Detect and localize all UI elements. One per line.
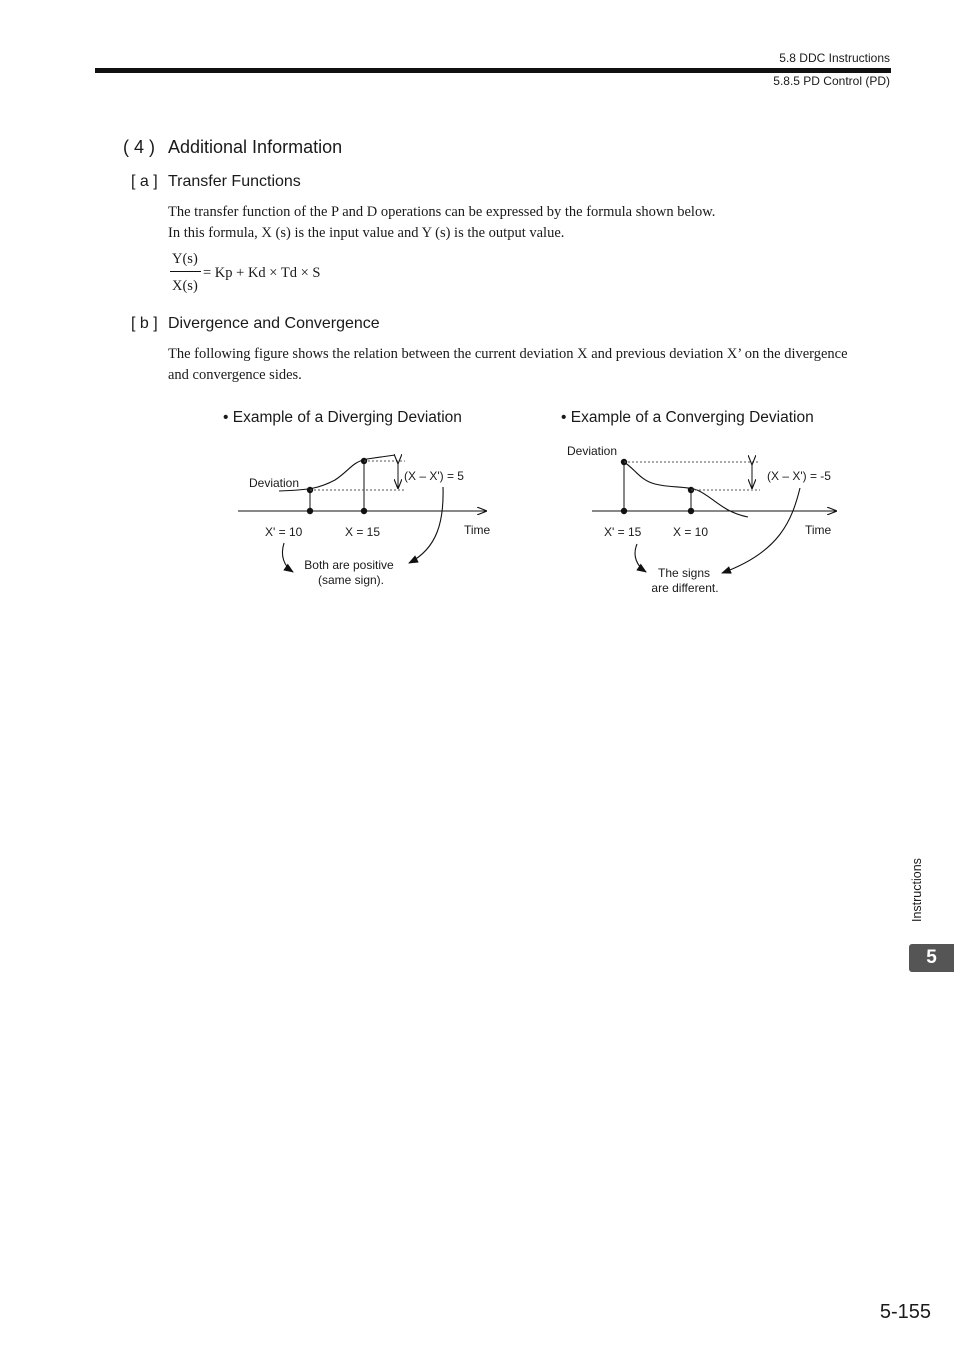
chapter-tab: 5 (909, 944, 954, 972)
paragraph-b-line1: The following figure shows the relation between the current deviation X and previous deviation X’ on the divergence (168, 346, 848, 362)
converging-diagram (567, 444, 836, 595)
diverging-note-line2: (same sign). (317, 573, 385, 587)
converging-xcurr-label: X = 10 (673, 525, 709, 539)
paragraph-a-line1: The transfer function of the P and D operations can be expressed by the formula shown below. (168, 204, 716, 220)
header-section: 5.8 DDC Instructions (779, 51, 890, 65)
converging-curr-tick (688, 508, 694, 514)
subsection-b-title: Divergence and Convergence (168, 315, 380, 332)
diverging-callout-arrow (409, 487, 443, 563)
paragraph-a-line2: In this formula, X (s) is the input value and Y (s) is the output value. (168, 225, 565, 241)
converging-curve (624, 462, 748, 517)
formula-numerator: Y(s) (172, 251, 198, 267)
converging-xprev-label: X' = 15 (604, 525, 642, 539)
side-chapter-label: Instructions (910, 858, 924, 922)
subsection-b-label: [ b ] (131, 315, 158, 332)
diverging-figure-title: • Example of a Diverging Deviation (223, 409, 462, 426)
diverging-note-line1: Both are positive (304, 558, 394, 572)
formula-rhs: = Kp + Kd × Td × S (203, 265, 321, 281)
paragraph-b-line2: and convergence sides. (168, 367, 302, 383)
diverging-xprev-label: X' = 10 (265, 525, 303, 539)
converging-deviation-label: Deviation (567, 444, 618, 458)
diverging-note-arrow (282, 543, 293, 572)
converging-prev-tick (621, 508, 627, 514)
section-number: ( 4 ) (123, 137, 156, 157)
converging-note-line1: The signs (657, 566, 711, 580)
diverging-deviation-label: Deviation (249, 476, 300, 490)
subsection-a-label: [ a ] (131, 173, 158, 190)
section-title: Additional Information (168, 137, 343, 157)
diverging-curr-tick (361, 508, 367, 514)
header-subsection: 5.8.5 PD Control (PD) (773, 74, 890, 88)
subsection-a-title: Transfer Functions (168, 173, 301, 190)
converging-figure-title: • Example of a Converging Deviation (561, 409, 814, 426)
diverging-diagram (238, 455, 491, 587)
converging-note-line2: are different. (651, 581, 719, 595)
diverging-prev-tick (307, 508, 313, 514)
converging-note-arrow (635, 544, 646, 572)
page-number: 5-155 (879, 1301, 931, 1323)
converging-difference-label: (X – X') = -5 (767, 469, 831, 483)
diverging-time-label: Time (464, 523, 491, 537)
diverging-difference-label: (X – X') = 5 (404, 469, 464, 483)
deviation-diagrams (0, 0, 954, 640)
converging-callout-arrow (722, 488, 800, 573)
formula-denominator: X(s) (172, 278, 198, 294)
converging-time-label: Time (805, 523, 832, 537)
diverging-xcurr-label: X = 15 (345, 525, 381, 539)
